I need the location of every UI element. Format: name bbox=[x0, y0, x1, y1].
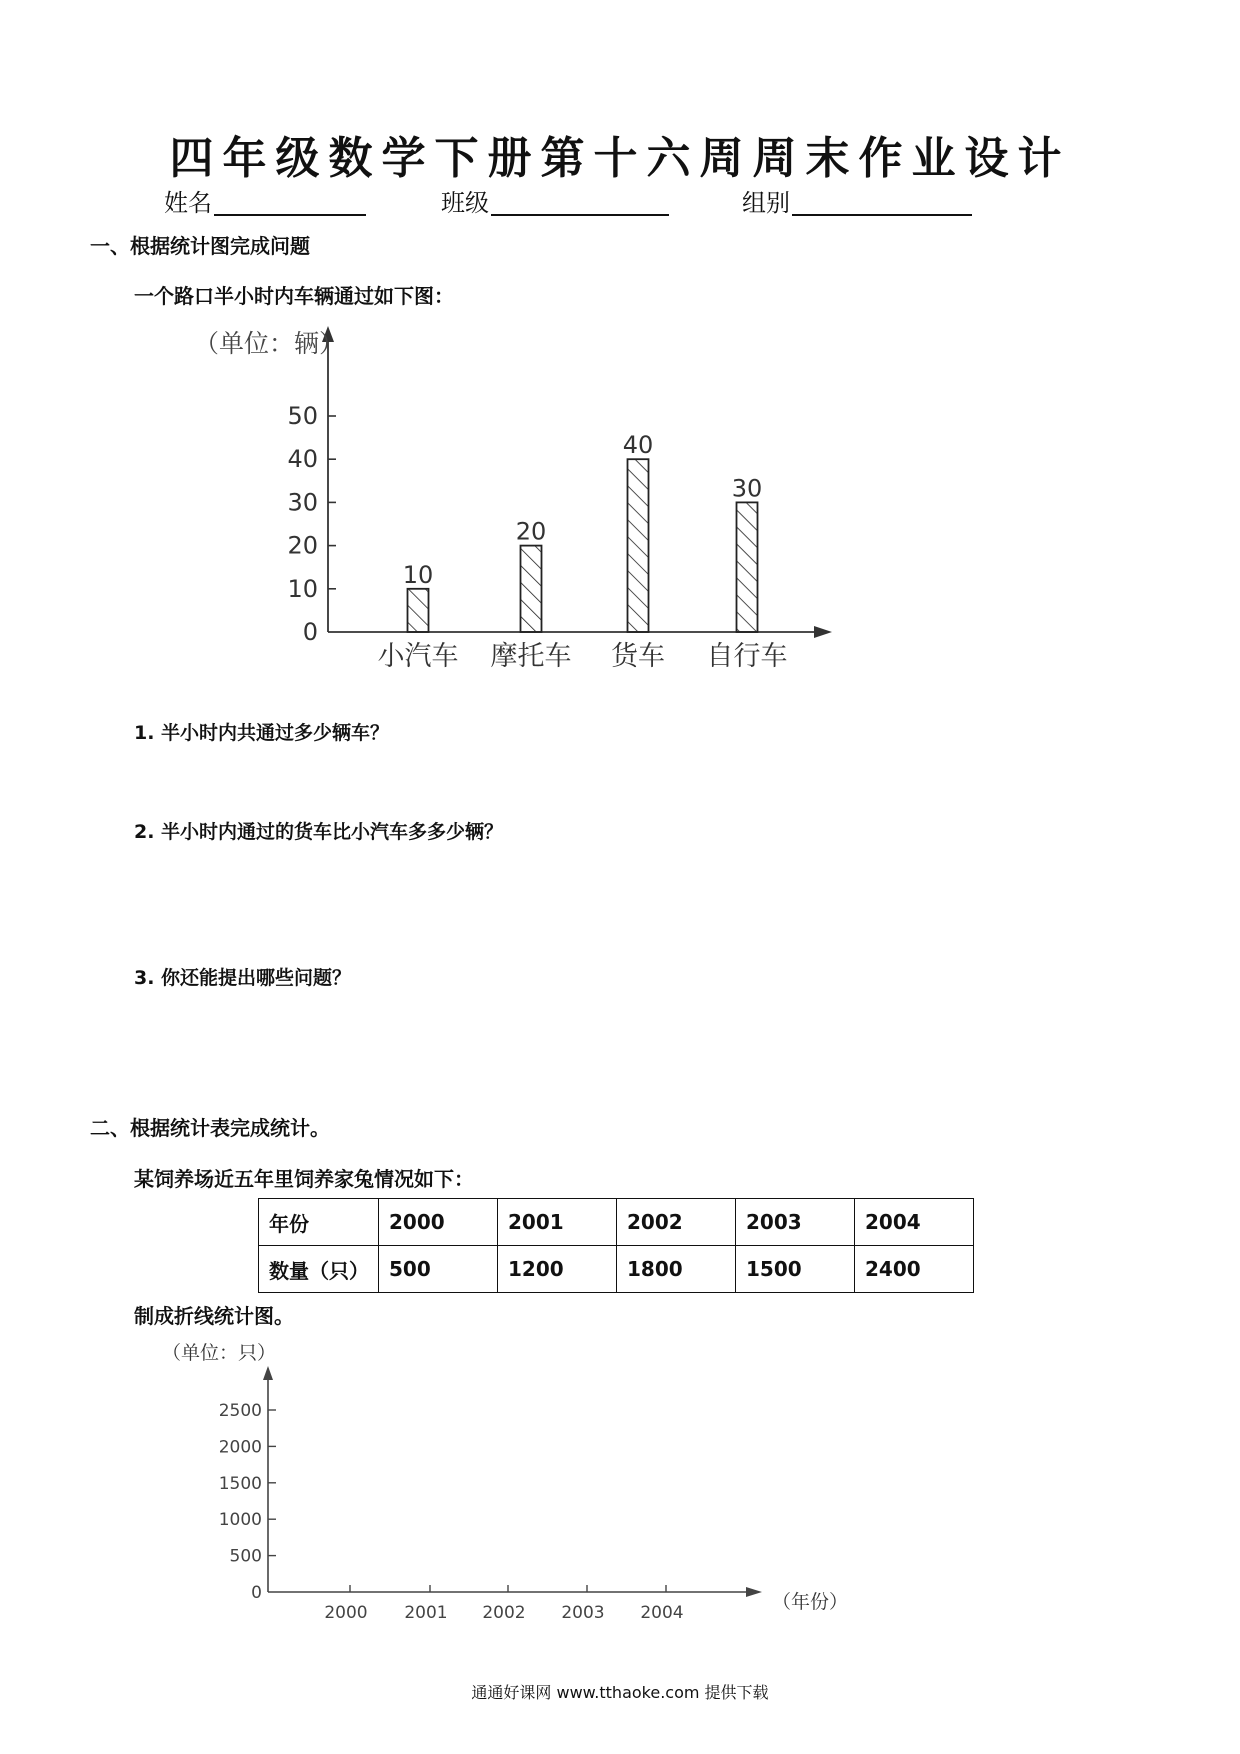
table-cell: 2002 bbox=[617, 1199, 736, 1246]
table-cell: 1500 bbox=[736, 1246, 855, 1293]
line-chart-x-label: （年份） bbox=[772, 1591, 849, 1613]
group-blank[interactable] bbox=[792, 188, 972, 216]
table-cell: 1800 bbox=[617, 1246, 736, 1293]
y-tick-label: 40 bbox=[287, 445, 318, 474]
bar-chart-unit-label: （单位：辆） bbox=[194, 329, 345, 358]
category-label: 货车 bbox=[611, 641, 665, 672]
table-row bbox=[259, 1199, 974, 1246]
vehicle-bar-chart bbox=[0, 300, 1240, 700]
question-3: 3. 你还能提出哪些问题？ bbox=[134, 967, 352, 989]
page-title: 四年级数学下册第十六周周末作业设计 bbox=[169, 133, 1071, 184]
y-tick-label: 30 bbox=[287, 488, 318, 517]
table-cell: 500 bbox=[379, 1246, 498, 1293]
table-row bbox=[259, 1246, 974, 1293]
y-tick-label: 20 bbox=[287, 531, 318, 560]
question-1: 1. 半小时内共通过多少辆车？ bbox=[134, 722, 390, 744]
x-tick-label: 2004 bbox=[640, 1603, 684, 1623]
x-tick-label: 2002 bbox=[482, 1603, 526, 1623]
count-row-label: 数量（只） bbox=[259, 1246, 379, 1293]
x-tick-label: 2003 bbox=[561, 1603, 605, 1623]
year-row-label: 年份 bbox=[259, 1199, 379, 1246]
section1-heading: 一、根据统计图完成问题 bbox=[90, 234, 310, 258]
rabbit-line-chart-blank[interactable] bbox=[0, 1330, 1240, 1650]
table-cell: 2004 bbox=[855, 1199, 974, 1246]
bar-4 bbox=[737, 502, 758, 632]
line-chart-unit-label: （单位：只） bbox=[162, 1342, 277, 1364]
y-tick-label: 10 bbox=[287, 574, 318, 603]
x-tick-label: 2001 bbox=[404, 1603, 448, 1623]
section2-intro: 某饲养场近五年里饲养家兔情况如下： bbox=[134, 1167, 474, 1191]
x-axis-arrow bbox=[814, 626, 832, 638]
name-label: 姓名 bbox=[164, 189, 212, 217]
bar-1 bbox=[408, 589, 429, 632]
table-cell: 2000 bbox=[379, 1199, 498, 1246]
footer-credit: 通通好课网 www.tthaoke.com 提供下载 bbox=[471, 1683, 769, 1702]
rabbit-stats-table bbox=[258, 1198, 974, 1293]
y-tick-label: 1500 bbox=[218, 1473, 262, 1494]
table-cell: 1200 bbox=[498, 1246, 617, 1293]
class-blank[interactable] bbox=[491, 188, 669, 216]
category-label: 小汽车 bbox=[377, 641, 459, 672]
table-cell: 2001 bbox=[498, 1199, 617, 1246]
bar-3 bbox=[628, 459, 649, 632]
table-cell: 2400 bbox=[855, 1246, 974, 1293]
name-blank[interactable] bbox=[214, 188, 366, 216]
section2-heading: 二、根据统计表完成统计。 bbox=[90, 1116, 330, 1140]
bar-value-label: 20 bbox=[515, 517, 547, 546]
bar-value-label: 40 bbox=[622, 431, 654, 460]
y-tick-label: 0 bbox=[251, 1583, 262, 1603]
y-tick-label: 0 bbox=[302, 618, 318, 646]
x-axis-arrow bbox=[746, 1587, 762, 1597]
bar-value-label: 10 bbox=[402, 560, 434, 589]
bar-2 bbox=[521, 546, 542, 632]
bar-value-label: 30 bbox=[731, 474, 763, 503]
x-tick-label: 2000 bbox=[324, 1603, 368, 1623]
y-tick-label: 50 bbox=[287, 402, 318, 430]
y-tick-label: 1000 bbox=[218, 1510, 262, 1531]
table-cell: 2003 bbox=[736, 1199, 855, 1246]
question-2: 2. 半小时内通过的货车比小汽车多多少辆？ bbox=[134, 821, 504, 843]
y-tick-label: 2000 bbox=[218, 1437, 262, 1458]
category-label: 自行车 bbox=[706, 641, 788, 672]
y-axis-arrow bbox=[263, 1366, 273, 1380]
y-tick-label: 2500 bbox=[218, 1401, 262, 1421]
group-label: 组别 bbox=[742, 189, 790, 217]
y-tick-label: 500 bbox=[229, 1546, 262, 1567]
line-chart-instruction: 制成折线统计图。 bbox=[134, 1304, 294, 1328]
class-label: 班级 bbox=[441, 189, 489, 217]
category-label: 摩托车 bbox=[490, 641, 572, 672]
section1-intro: 一个路口半小时内车辆通过如下图： bbox=[134, 284, 454, 308]
